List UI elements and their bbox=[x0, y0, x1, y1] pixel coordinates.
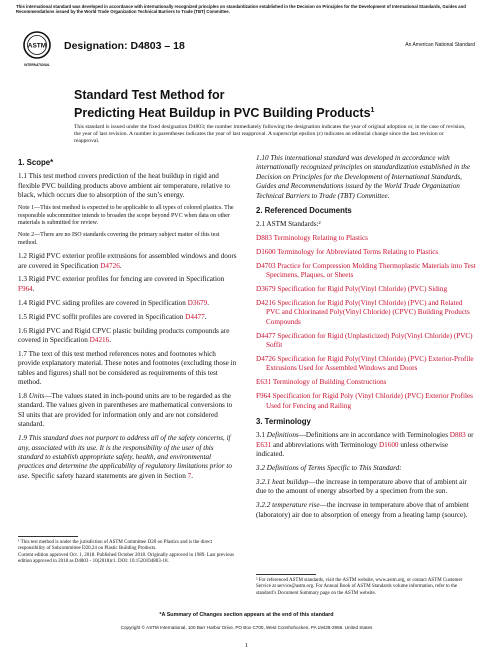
note-2: Note 2—There are no ISO standards covering the primary subject matter of this test method. bbox=[18, 232, 220, 246]
referenced-documents-heading: 2. Referenced Documents bbox=[256, 205, 352, 215]
title-line2: Predicting Heat Buildup in PVC Building Products$^1$ bbox=[74, 106, 375, 121]
reference-item: D883 Terminology Relating to Plastics bbox=[256, 233, 368, 242]
para-1-10: 1.10 This international standard was developed in accordance with internationally recognized principles on standardization established in the Decision on Principles for the Development of International Standards, Guides and Recommendations issued by the World Trade Organization Technical Barriers to Trade (TBT) Committee. bbox=[256, 154, 471, 200]
para-1-2: 1.2 Rigid PVC exterior profile extrusions for assembled windows and doors are covered in Specification D4726. bbox=[18, 252, 237, 270]
ref-link[interactable]: D3679 bbox=[256, 284, 276, 293]
para-3-2-2: 3.2.2 temperature rise—the increase in temperature above that of ambient (laboratory) air due to absorption of energy from a heating lamp (source). bbox=[256, 501, 469, 519]
ref-link-d4477[interactable]: D4477 bbox=[185, 312, 205, 321]
right-column bbox=[256, 154, 476, 525]
ref-link-section-7[interactable]: 7 bbox=[187, 471, 192, 480]
reference-item: D4726 Specification for Rigid Poly(Vinyl Chloride) (PVC) Exterior-Profile Extrusions Used for Assembled Windows and Doors bbox=[256, 354, 474, 373]
footnote-divider bbox=[18, 536, 78, 537]
ref-link-d883[interactable]: D883 bbox=[449, 431, 466, 440]
note-1: Note 1—This test method is expected to be applicable to all types of colored plastics. The responsible subcommittee intends to broaden the scope beyond PVC when data on other materials is submitted for review. bbox=[18, 205, 234, 227]
tbt-notice: This international standard was developed in accordance with internationally recognized principles on standardization established in the Decision on Principles for the Development of International Standards, Guides and Recommendations issued by the World Trade Organization Technical Barriers to Trade (TBT) Committee. bbox=[16, 4, 466, 15]
reference-item: E631 Terminology of Building Constructions bbox=[256, 378, 387, 387]
ref-link[interactable]: F964 bbox=[256, 392, 271, 401]
footnote-divider-right bbox=[256, 574, 316, 575]
para-3-1: 3.1 Definitions—Definitions are in accordance with Terminologies D883 or E631 and abbreviations with Terminology D1600 unless otherwise indicated. bbox=[256, 431, 474, 459]
scope-heading: 1. Scope* bbox=[18, 158, 54, 167]
ref-link-d3679[interactable]: D3679 bbox=[187, 298, 208, 307]
ref-link[interactable]: D4726 bbox=[256, 354, 276, 363]
designation: Designation: D4803 – 18 bbox=[64, 40, 185, 52]
summary-of-changes-note: *A Summary of Changes section appears at the end of this standard bbox=[159, 612, 334, 618]
para-1-9: 1.9 This standard does not purport to address all of the safety concerns, if any, associated with its use. It is the responsibility of the user of this standard to establish appropriate safety, health, and environmental practices and determine the applicability of regulatory limitations prior to use. Specific safety hazard statements are given in Section 7. bbox=[18, 434, 232, 480]
copyright-line: Copyright © ASTM International, 100 Barr Harbor Drive, PO Box C700, West Conshohocken, PA 19428-2959. United States bbox=[120, 625, 373, 630]
reference-list bbox=[256, 234, 476, 411]
reference-item: D4477 Specification for Rigid (Unplasticized) Poly(Vinyl Chloride) (PVC) Soffit bbox=[256, 331, 473, 349]
page-number: 1 bbox=[244, 642, 249, 649]
para-3-2-1: 3.2.1 heat buildup—the increase in temperature above that of ambient air due to the amount of energy absorbed by a specimen from the sun. bbox=[256, 477, 467, 496]
para-1-1: 1.1 This test method covers prediction of the heat buildup in rigid and flexible PVC building products above ambient air temperature, relative to black, which occurs due to absorption of the sun’s energy. bbox=[18, 172, 230, 200]
para-1-4: 1.4 Rigid PVC siding profiles are covered in Specification D3679. bbox=[18, 298, 210, 307]
issuance-statement: This standard is issued under the fixed designation D4803; the number immediately following the designation indicates the year of original adoption or, in the case of revision, the year of last revision. A number in parentheses indicates the year of last reapproval. A superscript epsilon (ε) indicates an editorial change since the last revision or reapproval. bbox=[74, 124, 466, 144]
ref-link[interactable]: E631 bbox=[256, 378, 272, 387]
ref-link-d4216[interactable]: D4216 bbox=[89, 335, 110, 344]
reference-item: D4216 Specification for Rigid Poly(Vinyl Chloride) (PVC) and Related PVC and Chlorinated Poly(Vinyl Chloride) (CPVC) Building Products Compounds bbox=[256, 298, 470, 326]
logo-subtext: INTERNATIONAL bbox=[24, 63, 50, 67]
ref-link[interactable]: D1600 bbox=[256, 247, 276, 256]
ref-link[interactable]: D4216 bbox=[256, 298, 276, 307]
ref-link[interactable]: D4703 bbox=[256, 261, 276, 270]
ref-link-d4726[interactable]: D4726 bbox=[100, 261, 120, 270]
footnote-1-jurisdiction: ¹ This test method is under the jurisdiction of ASTM Committee D20 on Plastics and is the direct responsibility of Subcommittee D20.24 on Plastic Building Products. bbox=[18, 540, 213, 552]
document-title bbox=[74, 88, 374, 121]
ref-link[interactable]: D883 bbox=[256, 233, 272, 242]
terminology-heading: 3. Terminology bbox=[256, 416, 311, 426]
logo-text: ASTM bbox=[27, 42, 47, 50]
para-1-5: 1.5 Rigid PVC soffit profiles are covered in Specification D4477. bbox=[18, 312, 207, 321]
reference-item: F964 Specification for Rigid Poly (Vinyl Chloride) (PVC) Exterior Profiles Used for Fencing and Railing bbox=[256, 392, 473, 410]
american-national-standard: An American National Standard bbox=[405, 42, 475, 48]
astm-logo-icon bbox=[22, 30, 52, 72]
para-1-8: 1.8 Units—The values stated in inch-pound units are to be regarded as the standard. The values given in parentheses are mathematical conversions to SI units that are provided for information only and are not considered standard. bbox=[18, 391, 233, 429]
title-footnote-mark: 1 bbox=[370, 107, 375, 114]
ref-link-d1600[interactable]: D1600 bbox=[378, 440, 399, 449]
reference-item: D1600 Terminology for Abbreviated Terms Relating to Plastics bbox=[256, 247, 439, 256]
para-1-6: 1.6 Rigid PVC and Rigid CPVC plastic building products compounds are covered in Specification D4216. bbox=[18, 326, 230, 344]
reference-item: D4703 Practice for Compression Molding Thermoplastic Materials into Test Specimens, Plaques, or Sheets bbox=[256, 261, 476, 280]
footnote-1 bbox=[18, 540, 238, 565]
ref-link-f964[interactable]: F964 bbox=[18, 284, 33, 293]
para-1-7: 1.7 The text of this test method references notes and footnotes which provide explanatory material. These notes and footnotes (excluding those in tables and figures) shall not be considered as requirements of this test method. bbox=[18, 349, 237, 387]
para-3-2: 3.2 Definitions of Terms Specific to This Standard: bbox=[256, 464, 402, 473]
footnote-2: ² For referenced ASTM standards, visit the ASTM website, www.astm.org, or contact ASTM Customer Service at service@astm.org. For Annual Book of ASTM Standards volume information, refer to the standard’s Document Summary page on the ASTM website. bbox=[256, 578, 463, 596]
ref-link-e631[interactable]: E631 bbox=[256, 440, 272, 449]
reference-item: D3679 Specification for Rigid Poly(Vinyl Chloride) (PVC) Siding bbox=[256, 284, 448, 293]
para-1-3: 1.3 Rigid PVC exterior profiles for fencing are covered in Specification F964. bbox=[18, 275, 225, 293]
title-line1: Standard Test Method for bbox=[74, 88, 225, 102]
ref-link[interactable]: D4477 bbox=[256, 331, 276, 340]
astm-standards-label: 2.1 ASTM Standards:² bbox=[256, 219, 321, 228]
footnote-1-edition: Current edition approved Oct. 1, 2018. Published October 2018. Originally approved in 1989. Last previous edition approved in 2018 as D4803 - 10(2018)ε1. DOI: 10.1520/D4803-18. bbox=[18, 552, 234, 564]
left-column bbox=[18, 154, 238, 486]
